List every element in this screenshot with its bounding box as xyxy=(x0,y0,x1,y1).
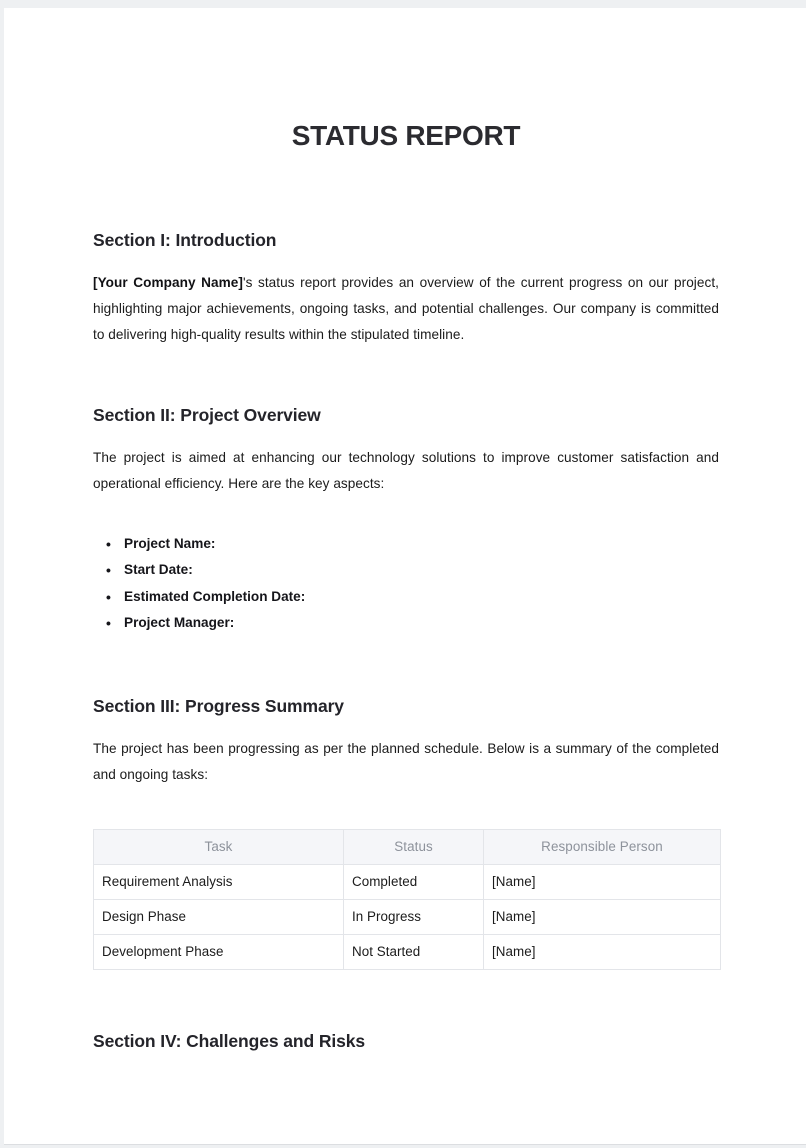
cell-status: In Progress xyxy=(344,899,484,934)
company-name-placeholder: [Your Company Name] xyxy=(93,274,243,290)
cell-responsible-person: [Name] xyxy=(484,864,721,899)
project-overview-paragraph: The project is aimed at enhancing our technology solutions to improve customer satisfaction and operational efficiency. Here are the key aspects: xyxy=(93,449,719,491)
list-item: • Start Date: xyxy=(115,557,719,584)
section-heading-progress-summary: Section III: Progress Summary xyxy=(93,695,344,716)
page-title: STATUS REPORT xyxy=(291,120,521,151)
document-content xyxy=(93,8,719,1052)
section-heading-introduction: Section I: Introduction xyxy=(93,230,277,250)
table-row xyxy=(94,899,721,934)
list-item: • Project Name: xyxy=(115,531,719,558)
table-header-row xyxy=(94,829,721,864)
introduction-paragraph-text: 's status report provides an overview of the current progress on our project, highlighting major achievements, ongoing tasks, and potential challenges. Our company is committed to delivering high-quality results within the stipulated timeline. xyxy=(93,274,719,342)
progress-summary-paragraph: The project has been progressing as per the planned schedule. Below is a summary of the completed and ongoing tasks: xyxy=(93,740,719,782)
progress-summary-table xyxy=(93,829,721,970)
list-item: • Estimated Completion Date: xyxy=(115,584,719,611)
column-header-task: Task xyxy=(94,829,344,864)
cell-responsible-person: [Name] xyxy=(484,934,721,969)
table-row xyxy=(94,934,721,969)
column-header-status: Status xyxy=(344,829,484,864)
cell-status: Completed xyxy=(344,864,484,899)
column-header-responsible-person: Responsible Person xyxy=(484,829,721,864)
key-aspects-list xyxy=(93,497,719,637)
cell-task: Development Phase xyxy=(94,934,344,969)
document-page xyxy=(4,8,806,1145)
list-item: • Project Manager: xyxy=(115,610,719,637)
section-heading-project-overview: Section II: Project Overview xyxy=(93,404,321,425)
table-header xyxy=(94,829,721,864)
cell-task: Requirement Analysis xyxy=(94,864,344,899)
cell-responsible-person: [Name] xyxy=(484,899,721,934)
table-row xyxy=(94,864,721,899)
cell-status: Not Started xyxy=(344,934,484,969)
introduction-paragraph xyxy=(93,252,719,348)
section-heading-challenges-and-risks: Section IV: Challenges and Risks xyxy=(93,1030,366,1051)
cell-task: Design Phase xyxy=(94,899,344,934)
table-body xyxy=(94,864,721,969)
